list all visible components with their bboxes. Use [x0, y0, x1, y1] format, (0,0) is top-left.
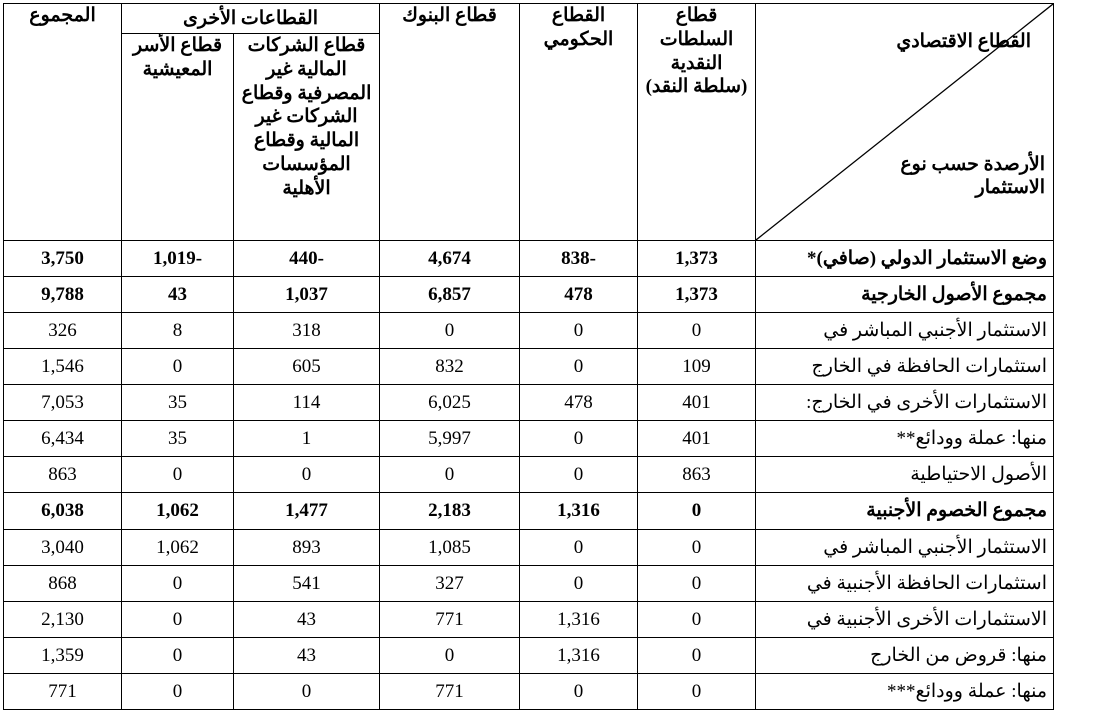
cell-households: 1,062: [122, 493, 234, 530]
cell-households: 0: [122, 602, 234, 638]
cell-households: 35: [122, 385, 234, 421]
households-header: قطاع الأسر المعيشية: [122, 34, 234, 241]
cell-banks: 5,997: [380, 421, 520, 457]
row-label: وضع الاستثمار الدولي (صافي)*: [756, 241, 1054, 277]
table-row: [4, 349, 1054, 385]
table-row: [4, 530, 1054, 566]
row-label: الاستثمار الأجنبي المباشر في: [756, 313, 1054, 349]
sector-heading: القطاع الاقتصادي: [896, 31, 1031, 52]
cell-total: 2,130: [4, 602, 122, 638]
cell-government: 0: [520, 421, 638, 457]
cell-households: 43: [122, 277, 234, 313]
table-body: [4, 241, 1054, 710]
row-label: منها: قروض من الخارج: [756, 638, 1054, 674]
cell-banks: 771: [380, 602, 520, 638]
balance-type-heading: الأرصدة حسب نوع الاستثمار: [900, 153, 1045, 199]
corner-header: [756, 4, 1054, 241]
cell-households: 0: [122, 349, 234, 385]
cell-banks: 0: [380, 313, 520, 349]
cell-monetary: 0: [638, 674, 756, 710]
cell-households: -1,019: [122, 241, 234, 277]
cell-banks: 6,025: [380, 385, 520, 421]
cell-banks: 6,857: [380, 277, 520, 313]
cell-total: 1,546: [4, 349, 122, 385]
cell-monetary: 1,373: [638, 241, 756, 277]
cell-monetary: 1,373: [638, 277, 756, 313]
table-row: [4, 674, 1054, 710]
cell-total: 3,040: [4, 530, 122, 566]
row-label: مجموع الأصول الخارجية: [756, 277, 1054, 313]
table-row: [4, 241, 1054, 277]
cell-government: -838: [520, 241, 638, 277]
cell-households: 0: [122, 674, 234, 710]
cell-government: 0: [520, 457, 638, 493]
cell-companies: 1: [234, 421, 380, 457]
cell-total: 6,038: [4, 493, 122, 530]
cell-total: 868: [4, 566, 122, 602]
cell-households: 1,062: [122, 530, 234, 566]
cell-banks: 1,085: [380, 530, 520, 566]
table-row: [4, 421, 1054, 457]
cell-monetary: 0: [638, 566, 756, 602]
cell-monetary: 401: [638, 421, 756, 457]
companies-header: قطاع الشركات المالية غير المصرفية وقطاع الشركات غير المالية وقطاع المؤسسات الأهلية: [234, 34, 380, 241]
table-row: [4, 493, 1054, 530]
cell-monetary: 0: [638, 313, 756, 349]
row-label: منها: عملة وودائع***: [756, 674, 1054, 710]
table-row: [4, 313, 1054, 349]
cell-government: 1,316: [520, 638, 638, 674]
cell-companies: 0: [234, 457, 380, 493]
cell-companies: 1,477: [234, 493, 380, 530]
cell-companies: 893: [234, 530, 380, 566]
cell-government: 478: [520, 385, 638, 421]
table-row: [4, 638, 1054, 674]
row-label: الأصول الاحتياطية: [756, 457, 1054, 493]
cell-banks: 327: [380, 566, 520, 602]
cell-households: 0: [122, 638, 234, 674]
row-label: مجموع الخصوم الأجنبية: [756, 493, 1054, 530]
cell-monetary: 0: [638, 530, 756, 566]
cell-total: 3,750: [4, 241, 122, 277]
cell-households: 0: [122, 566, 234, 602]
cell-companies: -440: [234, 241, 380, 277]
table-row: [4, 277, 1054, 313]
cell-banks: 0: [380, 457, 520, 493]
cell-monetary: 109: [638, 349, 756, 385]
cell-companies: 114: [234, 385, 380, 421]
cell-government: 0: [520, 313, 638, 349]
row-label: استثمارات الحافظة في الخارج: [756, 349, 1054, 385]
cell-total: 326: [4, 313, 122, 349]
cell-total: 6,434: [4, 421, 122, 457]
cell-banks: 771: [380, 674, 520, 710]
cell-companies: 605: [234, 349, 380, 385]
cell-monetary: 401: [638, 385, 756, 421]
cell-banks: 2,183: [380, 493, 520, 530]
monetary-authority-header: قطاع السلطات النقدية (سلطة النقد): [638, 4, 756, 241]
row-label: الاستثمار الأجنبي المباشر في: [756, 530, 1054, 566]
cell-government: 0: [520, 674, 638, 710]
cell-government: 1,316: [520, 602, 638, 638]
cell-companies: 1,037: [234, 277, 380, 313]
cell-households: 35: [122, 421, 234, 457]
cell-total: 7,053: [4, 385, 122, 421]
cell-households: 0: [122, 457, 234, 493]
cell-banks: 4,674: [380, 241, 520, 277]
government-header: القطاع الحكومي: [520, 4, 638, 241]
table-row: [4, 457, 1054, 493]
row-label: استثمارات الحافظة الأجنبية في: [756, 566, 1054, 602]
row-label: منها: عملة وودائع**: [756, 421, 1054, 457]
cell-households: 8: [122, 313, 234, 349]
investment-position-table: [3, 3, 1054, 710]
cell-monetary: 0: [638, 638, 756, 674]
cell-government: 0: [520, 349, 638, 385]
other-sectors-header: القطاعات الأخرى: [122, 4, 380, 34]
banks-header: قطاع البنوك: [380, 4, 520, 241]
cell-companies: 43: [234, 638, 380, 674]
table-row: [4, 385, 1054, 421]
total-header: المجموع: [4, 4, 122, 241]
cell-total: 1,359: [4, 638, 122, 674]
cell-companies: 43: [234, 602, 380, 638]
cell-total: 771: [4, 674, 122, 710]
cell-banks: 0: [380, 638, 520, 674]
cell-government: 0: [520, 566, 638, 602]
cell-government: 478: [520, 277, 638, 313]
cell-banks: 832: [380, 349, 520, 385]
cell-government: 0: [520, 530, 638, 566]
cell-companies: 318: [234, 313, 380, 349]
cell-total: 9,788: [4, 277, 122, 313]
cell-companies: 541: [234, 566, 380, 602]
table-row: [4, 602, 1054, 638]
cell-monetary: 0: [638, 602, 756, 638]
row-label: الاستثمارات الأخرى الأجنبية في: [756, 602, 1054, 638]
cell-monetary: 0: [638, 493, 756, 530]
cell-government: 1,316: [520, 493, 638, 530]
cell-monetary: 863: [638, 457, 756, 493]
cell-total: 863: [4, 457, 122, 493]
cell-companies: 0: [234, 674, 380, 710]
row-label: الاستثمارات الأخرى في الخارج:: [756, 385, 1054, 421]
table-row: [4, 566, 1054, 602]
